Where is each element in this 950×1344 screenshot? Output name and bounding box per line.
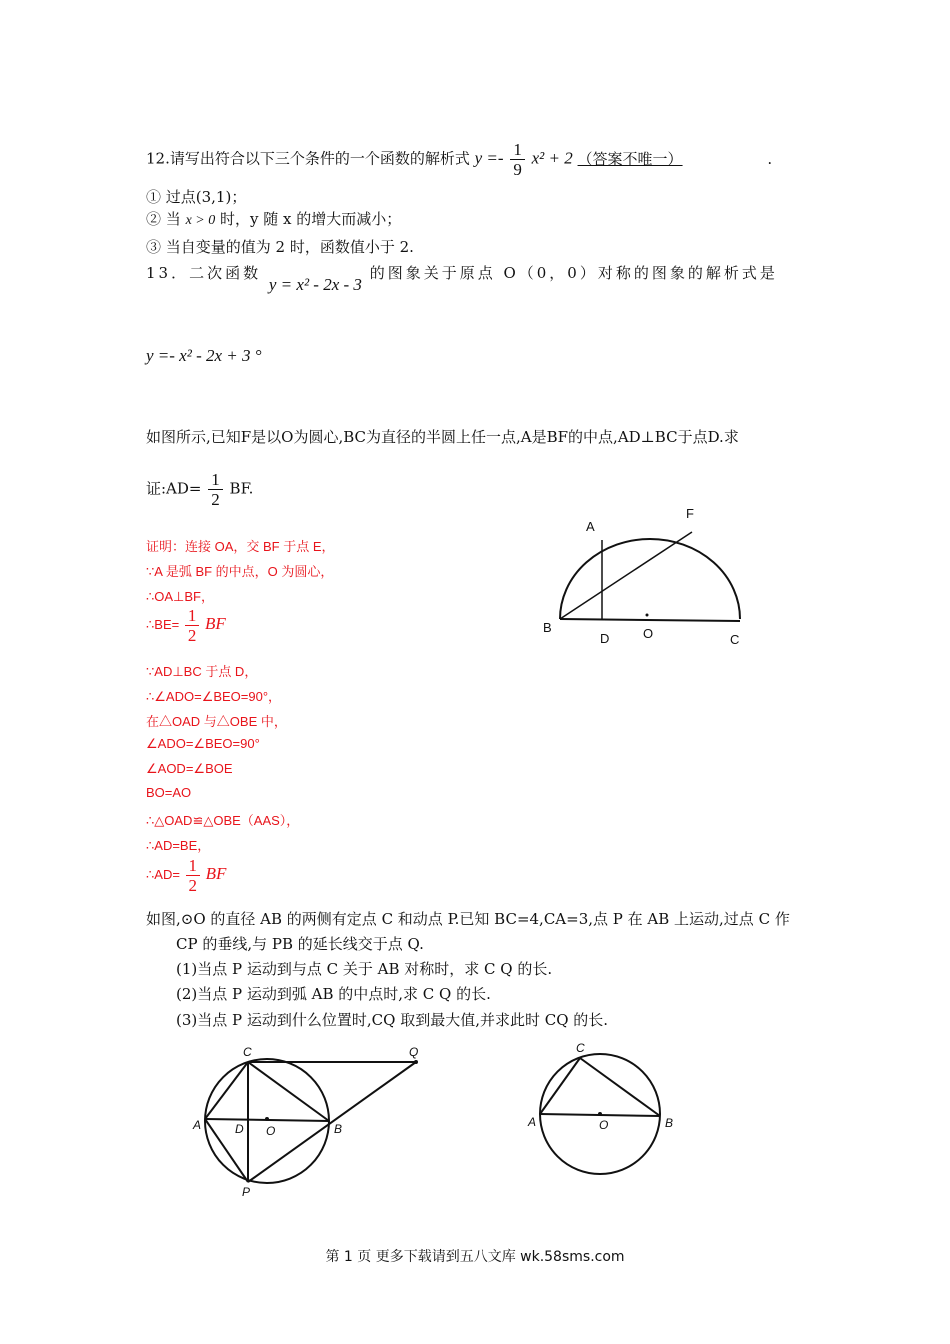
proof-goal-num: 1: [208, 470, 223, 490]
proof-be-num: 1: [185, 606, 200, 626]
q12-cond2-math: x > 0: [185, 213, 216, 228]
segment-cb-2: [580, 1058, 660, 1116]
fig2-label-o: O: [599, 1118, 609, 1132]
proof-line: ∵A 是弧 BF 的中点，O 为圆心，: [146, 564, 334, 579]
proof-ad-num: 1: [186, 856, 201, 876]
q12-note: （答案不唯一）: [577, 149, 683, 168]
fig2-label-a: A: [528, 1115, 537, 1129]
proof-goal-den: 2: [211, 490, 220, 509]
q12-cond2-b: 时，y 随 x 的增大而减小；: [220, 210, 402, 228]
label-d: D: [600, 631, 610, 646]
q12-cond2-a: ② 当: [146, 210, 181, 228]
q12-formula-rest: x² + 2: [531, 148, 573, 168]
proof-line: 在△OAD 与△OBE 中，: [146, 714, 287, 729]
q12-end: .: [767, 149, 773, 168]
q12-cond3: ③ 当自变量的值为 2 时，函数值小于 2.: [146, 238, 414, 256]
proof-line: ∴△OAD≌△OBE（AAS），: [146, 813, 300, 828]
proof-line: ∠ADO=∠BEO=90°: [146, 736, 260, 751]
q12-lead: 12.请写出符合以下三个条件的一个函数的解析式: [146, 149, 470, 168]
fig1-label-p: P: [242, 1185, 251, 1199]
q13-formula: y = x² - 2x - 3: [268, 275, 362, 294]
q13-answer: y =- x² - 2x + 3 °: [146, 346, 262, 365]
q12-formula-y: y =-: [474, 148, 504, 168]
proof-line: ∠AOD=∠BOE: [146, 761, 233, 776]
fig2-label-b: B: [665, 1116, 674, 1130]
proof-be-den: 2: [187, 626, 197, 645]
proof-line: ∵AD⊥BC 于点 D，: [146, 664, 258, 679]
label-o: O: [643, 626, 654, 641]
qc-line2: CP 的垂线,与 PB 的延长线交于点 Q.: [176, 935, 424, 953]
fig1-label-a: A: [193, 1118, 202, 1132]
proof-be-lead: ∴BE=: [146, 616, 180, 632]
fig1-label-b: B: [334, 1122, 343, 1136]
label-f: F: [686, 506, 694, 521]
qc-sub2: (2)当点 P 运动到弧 AB 的中点时,求 C Q 的长.: [176, 985, 491, 1003]
proof-line: ∴∠ADO=∠BEO=90°，: [146, 689, 282, 704]
proof-goal-tail: BF.: [229, 479, 254, 498]
q13-tail: 的图象关于原点 O（0，0）对称的图象的解析式是: [369, 264, 778, 282]
qc-sub3: (3)当点 P 运动到什么位置时,CQ 取到最大值,并求此时 CQ 的长.: [176, 1011, 609, 1029]
center-o-dot-2: [598, 1112, 602, 1116]
proof-be-tail: BF: [204, 613, 226, 633]
proof-ad-den: 2: [188, 876, 198, 895]
proof-ad-lead: ∴AD=: [146, 866, 180, 882]
qc-line1: 如图,⊙O 的直径 AB 的两侧有定点 C 和动点 P.已知 BC=4,CA=3,点 P 在 AB 上运动,过点 C 作: [146, 910, 790, 928]
proof-line: BO=AO: [146, 785, 192, 800]
page-footer: 第 1 页 更多下载请到五八文库 wk.58sms.com: [325, 1249, 625, 1265]
fig1-label-c: C: [243, 1045, 252, 1059]
q12-cond1: ① 过点(3,1)；: [146, 188, 247, 206]
proof-statement: 如图所示,已知F是以O为圆心,BC为直径的半圆上任一点,A是BF的中点,AD⊥BC于点D.求: [146, 428, 739, 446]
proof-ad-tail: BF: [205, 863, 227, 883]
qc-sub1: (1)当点 P 运动到与点 C 关于 AB 对称时，求 C Q 的长.: [176, 960, 553, 978]
proof-line: 证明：连接 OA，交 BF 于点 E，: [146, 539, 335, 554]
q12-frac-num: 1: [510, 140, 525, 160]
fig1-label-d: D: [235, 1122, 244, 1136]
fig1-label-q: Q: [409, 1045, 419, 1059]
q12-frac-den: 9: [513, 160, 522, 179]
label-a: A: [586, 519, 595, 534]
label-c: C: [730, 632, 740, 647]
q13-lead: 13．二次函数: [146, 264, 262, 282]
proof-line: ∴AD=BE，: [146, 838, 211, 853]
label-b: B: [543, 620, 552, 635]
fig2-label-c: C: [576, 1041, 585, 1055]
proof-goal-lead: 证:AD=: [146, 479, 202, 498]
proof-line: ∴OA⊥BF，: [146, 589, 214, 604]
fig1-label-o: O: [266, 1124, 276, 1138]
